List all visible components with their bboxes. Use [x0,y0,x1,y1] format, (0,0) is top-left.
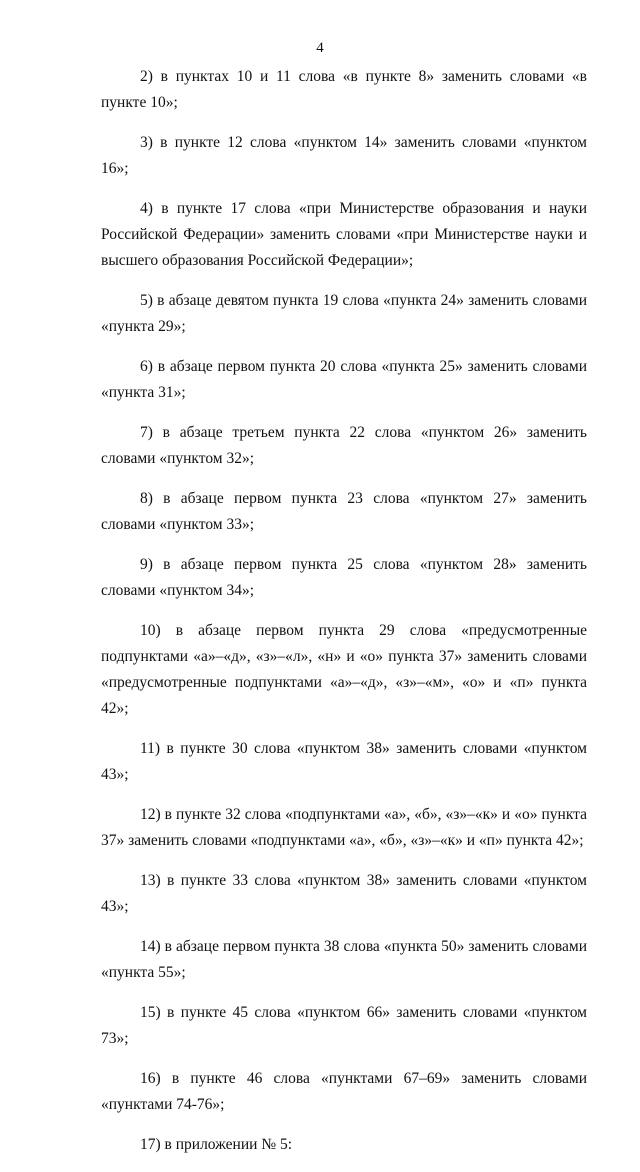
paragraph-item-17: 17) в приложении № 5: [140,1136,293,1153]
paragraph-item-5: 5) в абзаце девятом пункта 19 слова «пункта 24» заменить словами «пункта 29»; [101,292,587,335]
paragraph-item-8: 8) в абзаце первом пункта 23 слова «пунктом 27» заменить словами «пунктом 33»; [101,490,587,533]
paragraph-item-13: 13) в пункте 33 слова «пунктом 38» заменить словами «пунктом 43»; [101,872,587,915]
paragraph-item-12: 12) в пункте 32 слова «подпунктами «а», «б», «з»–«к» и «о» пункта 37» заменить словами «подпунктами «а», «б», «з»–«к» и «п» пункта 42»; [101,806,587,849]
paragraph-item-4: 4) в пункте 17 слова «при Министерстве образования и науки Российской Федерации» заменить словами «при Министерстве науки и высшего образования Российской Федерации»; [101,200,587,269]
document-body [101,64,587,1172]
paragraph-item-3: 3) в пункте 12 слова «пунктом 14» заменить словами «пунктом 16»; [101,134,587,177]
paragraph-item-10: 10) в абзаце первом пункта 29 слова «предусмотренные подпунктами «а»–«д», «з»–«л», «н» и «о» пункта 37» заменить словами «предусмотренные подпунктами «а»–«д», «з»–«м», «о» и «п» пункта 42»; [101,622,587,717]
page-number: 4 [316,40,324,56]
paragraph-item-7: 7) в абзаце третьем пункта 22 слова «пунктом 26» заменить словами «пунктом 32»; [101,424,587,467]
paragraph-item-6: 6) в абзаце первом пункта 20 слова «пункта 25» заменить словами «пункта 31»; [101,358,587,401]
paragraph-item-15: 15) в пункте 45 слова «пунктом 66» заменить словами «пунктом 73»; [101,1004,587,1047]
paragraph-item-2: 2) в пунктах 10 и 11 слова «в пункте 8» заменить словами «в пункте 10»; [101,68,587,111]
paragraph-item-16: 16) в пункте 46 слова «пунктами 67–69» заменить словами «пунктами 74-76»; [101,1070,587,1113]
paragraph-item-11: 11) в пункте 30 слова «пунктом 38» заменить словами «пунктом 43»; [101,740,587,783]
paragraph-item-14: 14) в абзаце первом пункта 38 слова «пункта 50» заменить словами «пункта 55»; [101,938,587,981]
paragraph-item-9: 9) в абзаце первом пункта 25 слова «пунктом 28» заменить словами «пунктом 34»; [101,556,587,599]
